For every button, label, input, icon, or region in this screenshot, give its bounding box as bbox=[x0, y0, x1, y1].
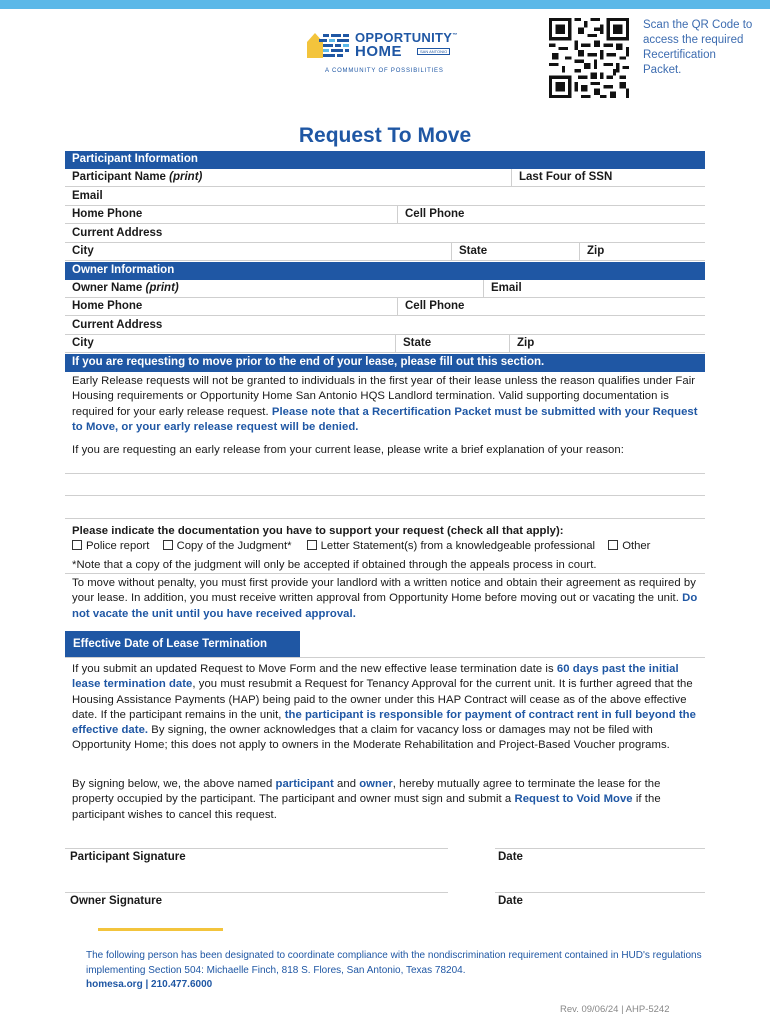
divider bbox=[65, 573, 705, 574]
checkbox-icon[interactable] bbox=[608, 540, 618, 550]
participant-name-row bbox=[65, 169, 705, 187]
explanation-line-3[interactable] bbox=[65, 518, 705, 519]
owner-name-field[interactable]: Owner Name (print) bbox=[72, 282, 179, 294]
owner-state-field[interactable]: State bbox=[395, 335, 509, 353]
recert-packet-warning: Please note that a Recertification Packet must be submitted with your Request to Move, or your early release request will be denied. bbox=[72, 405, 698, 433]
participant-zip-field[interactable]: Zip bbox=[579, 243, 705, 261]
page-title: Request To Move bbox=[298, 124, 472, 147]
other-checkbox[interactable]: Other bbox=[608, 540, 650, 552]
owner-city-field[interactable]: City bbox=[72, 337, 94, 349]
do-not-vacate-warning: Do not vacate the unit until you have received approval. bbox=[72, 592, 698, 620]
letter-statement-checkbox[interactable]: Letter Statement(s) from a knowledgeable professional bbox=[307, 540, 595, 552]
participant-address-row bbox=[65, 225, 705, 243]
checkbox-icon[interactable] bbox=[72, 540, 82, 550]
participant-phone-row bbox=[65, 206, 705, 224]
contact-info: homesa.org | 210.477.6000 bbox=[86, 979, 213, 990]
explanation-line-2[interactable] bbox=[65, 495, 705, 496]
participant-home-phone-field[interactable]: Home Phone bbox=[72, 208, 143, 220]
participant-city-row bbox=[65, 243, 705, 261]
participant-address-field[interactable]: Current Address bbox=[72, 227, 163, 239]
owner-name-row bbox=[65, 280, 705, 298]
logo-tagline: A COMMUNITY OF POSSIBILITIES bbox=[325, 68, 444, 74]
participant-city-field[interactable]: City bbox=[72, 245, 94, 257]
judgment-note: *Note that a copy of the judgment will only be accepted if obtained through the appeals process in court. bbox=[72, 559, 597, 571]
footer-accent-line bbox=[98, 928, 223, 931]
penalty-text: To move without penalty, you must first provide your landlord with a written notice and obtain their agreement as required by your lease. In addition, you must receive written approval from Opportunity Home before moving out or vacating the unit. Do not vacate the unit until you have received approval. bbox=[72, 577, 698, 620]
documentation-options bbox=[72, 540, 712, 552]
participant-date-line[interactable] bbox=[495, 848, 705, 849]
police-report-checkbox[interactable]: Police report bbox=[72, 540, 149, 552]
owner-home-phone-field[interactable]: Home Phone bbox=[72, 300, 143, 312]
early-release-header: If you are requesting to move prior to the end of your lease, please fill out this section. bbox=[65, 354, 705, 372]
owner-phone-row bbox=[65, 298, 705, 316]
owner-date-line[interactable] bbox=[495, 892, 705, 893]
owner-address-field[interactable]: Current Address bbox=[72, 319, 163, 331]
participant-signature-label: Participant Signature bbox=[70, 851, 186, 863]
owner-city-row bbox=[65, 335, 705, 353]
explanation-prompt: If you are requesting an early release from your current lease, please write a brief explanation of your reason: bbox=[72, 444, 624, 456]
divider bbox=[65, 657, 705, 658]
owner-date-label: Date bbox=[498, 895, 523, 907]
judgment-copy-checkbox[interactable]: Copy of the Judgment* bbox=[163, 540, 292, 552]
checkbox-icon[interactable] bbox=[307, 540, 317, 550]
participant-cell-phone-field[interactable]: Cell Phone bbox=[397, 206, 705, 224]
revision-code: Rev. 09/06/24 | AHP-5242 bbox=[560, 1004, 670, 1015]
participant-email-field[interactable]: Email bbox=[72, 190, 103, 202]
logo-wordmark-top: OPPORTUNITY™ bbox=[355, 30, 458, 45]
owner-signature-line[interactable] bbox=[65, 892, 448, 893]
participant-signature-line[interactable] bbox=[65, 848, 448, 849]
participant-state-field[interactable]: State bbox=[451, 243, 579, 261]
logo-wordmark-bottom: HOME bbox=[355, 43, 402, 60]
documentation-heading: Please indicate the documentation you have to support your request (check all that apply): bbox=[72, 525, 564, 537]
owner-cell-phone-field[interactable]: Cell Phone bbox=[397, 298, 705, 316]
top-accent-bar bbox=[0, 0, 770, 9]
owner-zip-field[interactable]: Zip bbox=[509, 335, 705, 353]
early-release-text: Early Release requests will not be granted to individuals in the first year of their lease unless the reason qualifies under Fair Housing requirements or Opportunity Home San Antonio HQS Landlord termination. Valid supporting documentation is required for your early release request. Please note that a Recertification Packet must be submitted with your Request to Move, or your early release request will be denied. bbox=[72, 375, 698, 433]
effective-date-terms: If you submit an updated Request to Move Form and the new effective lease termination date is 60 days past the initial lease termination date, you must resubmit a Request for Tenancy Approval for the current unit. It is further agreed that the Housing Assistance Payments (HAP) being paid to the owner under this HAP Contract will cease as of the above effective date. If the participant remains in the unit, the participant is responsible for payment of contract rent in full beyond the effective date. By signing, the owner acknowledges that a claim for vacancy loss or damages may not be filed with Opportunity Home; this does not apply to owners in the Moderate Rehabilitation and Project-Based Voucher programs. bbox=[72, 663, 696, 752]
mutual-agreement-text: By signing below, we, the above named participant and owner, hereby mutually agree to terminate the lease for the property occupied by the participant. The participant and owner must sign and submit a Request to Void Move if the participant wishes to cancel this request. bbox=[72, 778, 661, 821]
participant-info-header: Participant Information bbox=[65, 151, 705, 169]
nondiscrimination-notice: The following person has been designated to coordinate compliance with the nondiscrimination requirement contained in HUD's regulations implementing Section 504: Michaelle Finch, 818 S. Flores, San Antonio, Texas 78204. homesa.org | 210.477.6000 bbox=[86, 949, 706, 993]
participant-ssn-field[interactable]: Last Four of SSN bbox=[511, 169, 705, 187]
logo-city-tag: SAN ANTONIO bbox=[417, 48, 450, 55]
opportunity-home-logo bbox=[305, 28, 465, 78]
qr-caption: Scan the QR Code to access the required Recertification Packet. bbox=[643, 19, 753, 76]
participant-email-row bbox=[65, 188, 705, 206]
checkbox-icon[interactable] bbox=[163, 540, 173, 550]
owner-info-header: Owner Information bbox=[65, 262, 705, 280]
participant-date-label: Date bbox=[498, 851, 523, 863]
owner-address-row bbox=[65, 317, 705, 335]
house-mark-icon bbox=[305, 28, 351, 62]
effective-date-header: Effective Date of Lease Termination bbox=[65, 631, 300, 657]
owner-email-field[interactable]: Email bbox=[483, 280, 705, 298]
qr-code-icon bbox=[549, 17, 629, 99]
participant-name-field[interactable]: Participant Name (print) bbox=[72, 171, 203, 183]
owner-signature-label: Owner Signature bbox=[70, 895, 163, 907]
explanation-line-1[interactable] bbox=[65, 473, 705, 474]
